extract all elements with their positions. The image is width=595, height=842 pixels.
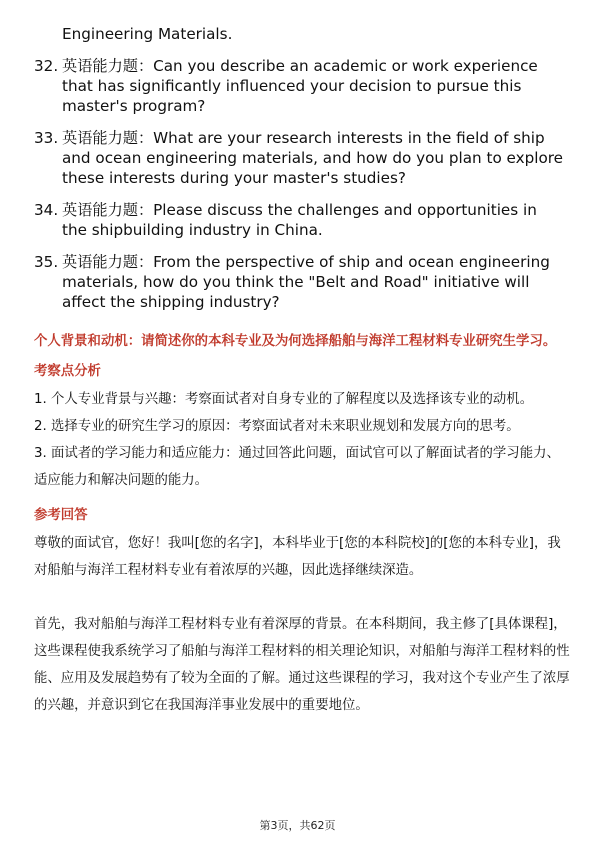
question-item [34,252,564,312]
answer-heading: 参考回答 [34,508,88,523]
question-number: 32. [34,57,59,75]
analysis-item: 2. 选择专业的研究生学习的原因：考察面试者对未来职业规划和发展方向的思考。 [34,419,520,434]
question-text: 英语能力题：Can you describe an academic or work experience that has significantly influenced your decision to pursue this master's program? [62,57,538,115]
question-list [34,24,564,312]
section-title: 个人背景和动机：请简述你的本科专业及为何选择船舶与海洋工程材料专业研究生学习。 [34,334,557,349]
question-item [34,200,564,240]
analysis-item: 1. 个人专业背景与兴趣：考察面试者对自身专业的了解程度以及选择该专业的动机。 [34,392,534,407]
question-text: 英语能力题：From the perspective of ship and ocean engineering materials, how do you think the "Belt and Road" initiative will affect the shipping industry? [62,253,550,311]
question-item [34,128,564,188]
analysis-list [34,386,570,494]
analysis-item: 3. 面试者的学习能力和适应能力：通过回答此问题，面试官可以了解面试者的学习能力、适应能力和解决问题的能力。 [34,446,560,488]
question-number: 34. [34,201,59,219]
question-continuation: Engineering Materials. [62,25,233,43]
page-footer: 第3页，共62页 [259,819,336,832]
answer-paragraph: 尊敬的面试官，您好！我叫[您的名字]，本科毕业于[您的本科院校]的[您的本科专业]，我对船舶与海洋工程材料专业有着浓厚的兴趣，因此选择继续深造。 [34,536,561,578]
question-number: 35. [34,253,59,271]
analysis-heading: 考察点分析 [34,364,101,379]
question-item [34,56,564,116]
interview-section [34,332,570,719]
question-text: 英语能力题：What are your research interests in the field of ship and ocean engineering materials, and how do you plan to explore these interests during your master's studies? [62,129,564,187]
question-text: 英语能力题：Please discuss the challenges and opportunities in the shipbuilding industry in China. [62,201,537,239]
question-number: 33. [34,129,59,147]
answer-paragraph: 首先，我对船舶与海洋工程材料专业有着深厚的背景。在本科期间，我主修了[具体课程]，这些课程使我系统学习了船舶与海洋工程材料的相关理论知识，对船舶与海洋工程材料的性能、应用及发展趋势有了较为全面的了解。通过这些课程的学习，我对这个专业产生了浓厚的兴趣，并意识到它在我国海洋事业发展中的重要地位。 [34,617,570,713]
